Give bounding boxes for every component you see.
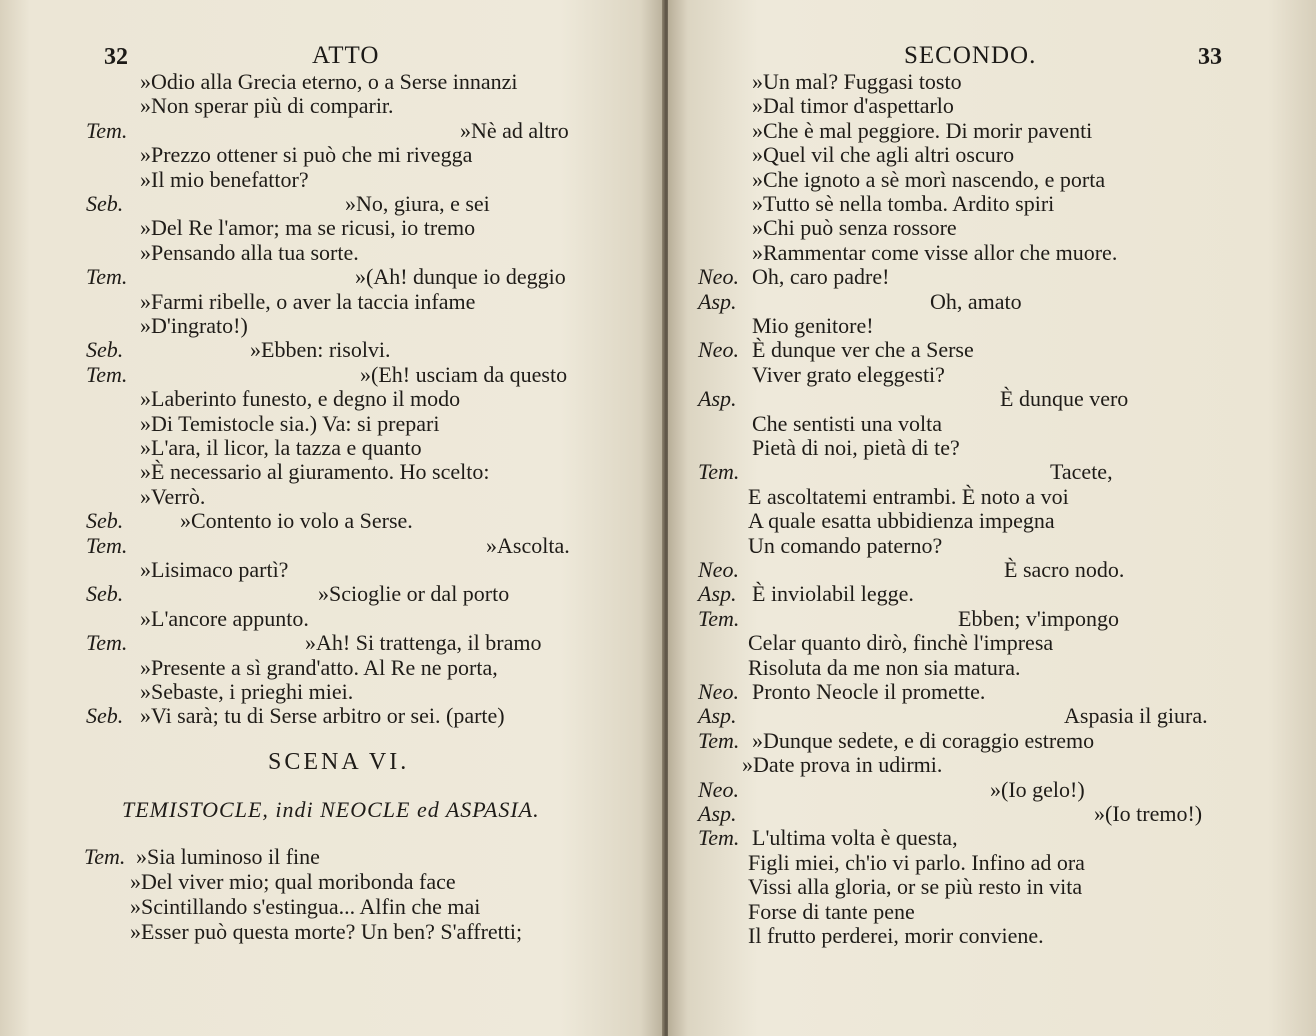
verse-line: Un comando paterno? xyxy=(748,532,943,558)
verse-line: »È necessario al giuramento. Ho scelto: xyxy=(140,459,490,485)
verse-line: »(Ah! dunque io deggio xyxy=(355,264,566,290)
speaker-label: Seb. xyxy=(86,337,124,363)
verse-line: »Esser può questa morte? Un ben? S'affretti; xyxy=(130,919,523,944)
verse-line: Vissi alla gloria, or se più resto in vita xyxy=(748,874,1083,900)
verse-line: »Verrò. xyxy=(140,483,206,509)
speaker-label: Tem. xyxy=(698,825,740,851)
verse-line: »L'ancore appunto. xyxy=(140,605,309,631)
verse-line: Pronto Neocle il promette. xyxy=(752,679,986,704)
verse-line: »Odio alla Grecia eterno, o a Serse innanzi xyxy=(140,69,518,94)
speaker-label: Asp. xyxy=(698,288,737,314)
verse-line: »(Eh! usciam da questo xyxy=(360,361,568,387)
verse-line: Che sentisti una volta xyxy=(752,410,943,436)
speaker-label: Asp. xyxy=(698,386,737,412)
verse-line: L'ultima volta è questa, xyxy=(752,825,958,851)
verse-line: »Tutto sè nella tomba. Ardito spiri xyxy=(752,191,1055,216)
verse-line: »Laberinto funesto, e degno il modo xyxy=(140,386,461,412)
speaker-label: Seb. xyxy=(86,191,124,216)
speaker-label: Asp. xyxy=(698,703,737,729)
verse-line: A quale esatta ubbidienza impegna xyxy=(748,508,1055,534)
speaker-label: Tem. xyxy=(84,844,126,869)
verse-line: È dunque ver che a Serse xyxy=(752,337,974,363)
left-page-number: 32 xyxy=(104,44,128,70)
scene-title: SCENA VI. xyxy=(268,749,410,775)
verse-line: È inviolabil legge. xyxy=(752,581,914,607)
speaker-label: Tem. xyxy=(86,264,128,290)
verse-line: Aspasia il giura. xyxy=(1064,703,1208,729)
verse-line: »(Io gelo!) xyxy=(990,776,1085,802)
speaker-label: Tem. xyxy=(86,630,128,656)
left-running-head: ATTO xyxy=(312,42,380,69)
verse-line: »Sebaste, i prieghi miei. xyxy=(140,679,354,704)
verse-line: »Ascolta. xyxy=(486,532,570,558)
verse-line: E ascoltatemi entrambi. È noto a voi xyxy=(748,483,1069,509)
verse-line: »Sia luminoso il fine xyxy=(136,844,320,869)
speaker-label: Asp. xyxy=(698,801,737,826)
verse-line: »Il mio benefattor? xyxy=(140,166,309,192)
verse-line: »Scioglie or dal porto xyxy=(318,581,510,607)
verse-line: »Ebben: risolvi. xyxy=(250,337,391,363)
verse-line: »D'ingrato!) xyxy=(140,313,248,338)
speaker-label: Asp. xyxy=(698,581,737,607)
speaker-label: Neo. xyxy=(698,557,739,582)
verse-line: »(Io tremo!) xyxy=(1094,801,1203,826)
verse-line: Risoluta da me non sia matura. xyxy=(748,654,1021,680)
right-page-number: 33 xyxy=(1198,44,1222,70)
verse-line: »Contento io volo a Serse. xyxy=(180,508,413,534)
verse-line: »Del Re l'amor; ma se ricusi, io tremo xyxy=(140,215,476,241)
verse-line: Ebben; v'impongo xyxy=(958,605,1120,631)
speaker-label: Seb. xyxy=(86,703,124,729)
verse-line: »Scintillando s'estingua... Alfin che mai xyxy=(130,894,481,919)
verse-line: »Presente a sì grand'atto. Al Re ne porta, xyxy=(140,654,498,680)
speaker-label: Tem. xyxy=(698,605,740,631)
verse-line: »Dunque sedete, e di coraggio estremo xyxy=(752,727,1095,753)
verse-line: »No, giura, e sei xyxy=(345,191,490,216)
speaker-label: Tem. xyxy=(698,727,740,753)
verse-line: »Prezzo ottener si può che mi rivegga xyxy=(140,142,473,168)
verse-line: »Del viver mio; qual moribonda face xyxy=(130,869,456,894)
verse-line: »Dal timor d'aspettarlo xyxy=(752,93,954,119)
verse-line: »Chi può senza rossore xyxy=(752,215,957,241)
verse-line: »Non sperar più di comparir. xyxy=(140,93,394,119)
verse-line: Tacete, xyxy=(1050,459,1113,485)
verse-line: Figli miei, ch'io vi parlo. Infino ad ora xyxy=(748,849,1085,875)
verse-line: Oh, caro padre! xyxy=(752,264,890,290)
verse-line: Viver grato eleggesti? xyxy=(752,361,945,387)
verse-line: »Che ignoto a sè morì nascendo, e porta xyxy=(752,166,1106,192)
speaker-label: Tem. xyxy=(86,361,128,387)
verse-line: Mio genitore! xyxy=(752,313,874,338)
verse-line: »Rammentar come visse allor che muore. xyxy=(752,239,1118,265)
right-page xyxy=(668,0,1316,1036)
speaker-label: Neo. xyxy=(698,337,739,363)
verse-line: È sacro nodo. xyxy=(1004,557,1125,582)
speaker-label: Neo. xyxy=(698,264,739,290)
verse-line: »Vi sarà; tu di Serse arbitro or sei. (parte) xyxy=(140,703,505,729)
verse-line: Forse di tante pene xyxy=(748,898,915,924)
verse-line: »Lisimaco partì? xyxy=(140,557,289,582)
speaker-label: Neo. xyxy=(698,679,739,704)
speaker-label: Tem. xyxy=(86,532,128,558)
speaker-label: Tem. xyxy=(86,117,128,143)
verse-line: »Quel vil che agli altri oscuro xyxy=(752,142,1015,168)
speaker-label: Tem. xyxy=(698,459,740,485)
verse-line: »Pensando alla tua sorte. xyxy=(140,239,359,265)
verse-line: »Un mal? Fuggasi tosto xyxy=(752,69,962,94)
verse-line: Pietà di noi, pietà di te? xyxy=(752,435,960,460)
verse-line: »Nè ad altro xyxy=(460,117,569,143)
verse-line: »Che è mal peggiore. Di morir paventi xyxy=(752,117,1093,143)
verse-line: Il frutto perderei, morir conviene. xyxy=(748,923,1044,948)
verse-line: Oh, amato xyxy=(930,288,1022,314)
speaker-label: Seb. xyxy=(86,508,124,534)
cast-line: TEMISTOCLE, indi NEOCLE ed ASPASIA. xyxy=(122,797,540,822)
verse-line: Celar quanto dirò, finchè l'impresa xyxy=(748,630,1054,656)
verse-line: È dunque vero xyxy=(1000,386,1129,412)
speaker-label: Seb. xyxy=(86,581,124,607)
speaker-label: Neo. xyxy=(698,776,739,802)
verse-line: »L'ara, il licor, la tazza e quanto xyxy=(140,435,422,460)
verse-line: »Ah! Si trattenga, il bramo xyxy=(305,630,542,656)
verse-line: »Di Temistocle sia.) Va: si prepari xyxy=(140,410,440,436)
right-running-head: SECONDO. xyxy=(904,42,1037,69)
verse-line: »Date prova in udirmi. xyxy=(742,752,943,778)
verse-line: »Farmi ribelle, o aver la taccia infame xyxy=(140,288,476,314)
